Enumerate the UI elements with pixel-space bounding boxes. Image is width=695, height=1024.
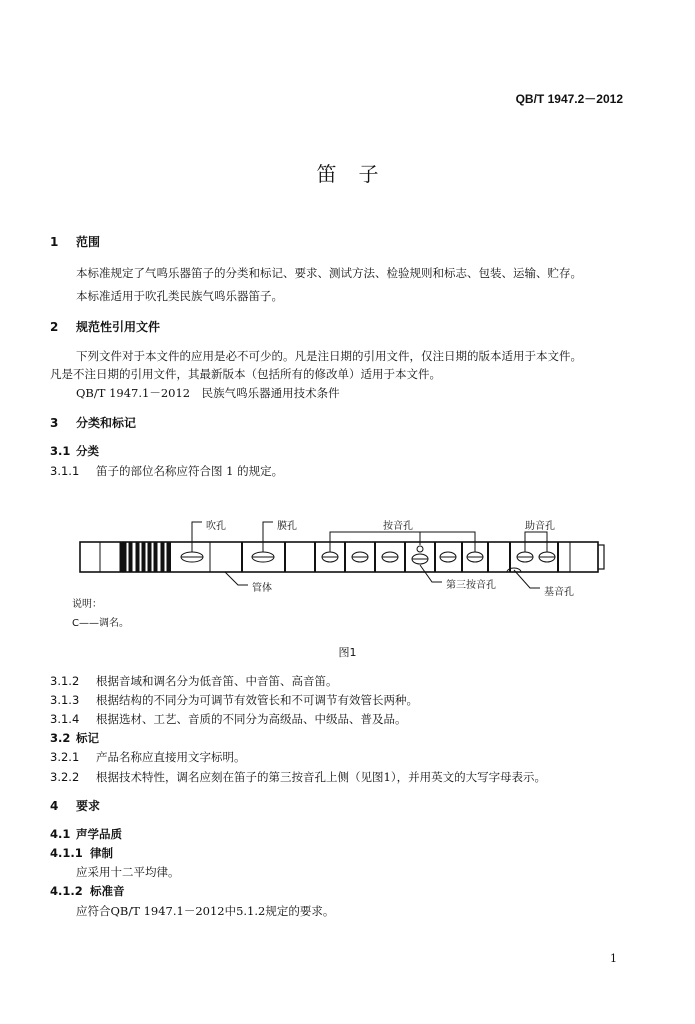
section-2-paragraph-line-1: 下列文件对于本文件的应用是必不可少的。凡是注日期的引用文件，仅注日期的版本适用于本文件。 (76, 349, 582, 363)
clause-number: 3.1.2 (50, 674, 80, 688)
clause-4-1-1-heading (50, 845, 113, 861)
section-1-paragraph-2: 本标准适用于吹孔类民族气鸣乐器笛子。 (76, 289, 283, 303)
clause-4-1-1-text: 应采用十二平均律。 (76, 865, 180, 879)
page-number: 1 (610, 952, 617, 965)
subsection-number: 3.1 (50, 444, 71, 458)
document-title: 笛子 (316, 162, 401, 186)
figure-note-title: 说明： (72, 599, 102, 610)
clause-4-1-2-text: 应符合QB/T 1947.1－2012中5.1.2规定的要求。 (76, 904, 335, 918)
normative-reference: QB/T 1947.1－2012 民族气鸣乐器通用技术条件 (76, 386, 340, 400)
clause-number: 4.1.1 (50, 846, 83, 860)
flute-diagram (70, 505, 610, 605)
clause-3-1-3 (50, 692, 418, 708)
clause-number: 3.1.4 (50, 712, 80, 726)
section-number: 2 (50, 320, 59, 334)
clause-text: 根据结构的不同分为可调节有效管长和不可调节有效管长两种。 (96, 693, 418, 707)
label-base-hole: 基音孔 (544, 587, 574, 598)
clause-4-1-2-heading (50, 883, 125, 899)
clause-title: 律制 (90, 846, 113, 860)
clause-text: 笛子的部位名称应符合图 1 的规定。 (96, 464, 284, 478)
clause-text: 根据选材、工艺、音质的不同分为高级品、中级品、普及品。 (96, 712, 407, 726)
section-1-paragraph-1: 本标准规定了气鸣乐器笛子的分类和标记、要求、测试方法、检验规则和标志、包装、运输、贮存。 (76, 266, 582, 280)
subsection-title: 分类 (76, 444, 99, 458)
section-number: 3 (50, 416, 59, 430)
section-number: 1 (50, 235, 59, 249)
clause-3-1-1 (50, 463, 283, 479)
section-title: 规范性引用文件 (76, 320, 161, 334)
label-finger-holes: 按音孔 (383, 521, 413, 532)
clause-3-1-4 (50, 711, 407, 727)
figure-note: C——调名。 (72, 618, 129, 629)
standard-number: QB/T 1947.2－2012 (515, 92, 623, 106)
subsection-4-1-heading (50, 826, 122, 842)
section-title: 分类和标记 (76, 416, 137, 430)
clause-number: 3.1.1 (50, 464, 80, 478)
flute-end-cap (598, 545, 604, 569)
section-3-heading (50, 414, 136, 431)
subsection-title: 声学品质 (76, 827, 122, 841)
clause-3-1-2 (50, 673, 338, 689)
clause-3-2-1 (50, 749, 246, 765)
clause-text: 根据技术特性，调名应刻在笛子的第三按音孔上侧（见图1），并用英文的大写字母表示。 (96, 770, 547, 784)
label-tube-body: 管体 (252, 583, 272, 594)
clause-text: 产品名称应直接用文字标明。 (96, 750, 246, 764)
subsection-3-1-heading (50, 443, 99, 459)
figure-caption: 图1 (338, 646, 357, 659)
clause-title: 标准音 (90, 884, 125, 898)
label-membrane-hole: 膜孔 (277, 521, 297, 532)
clause-number: 3.2.2 (50, 770, 80, 784)
label-third-finger-hole: 第三按音孔 (446, 580, 496, 591)
section-title: 要求 (76, 799, 101, 813)
section-1-heading (50, 233, 100, 250)
subsection-number: 4.1 (50, 827, 71, 841)
section-2-heading (50, 318, 160, 335)
clause-3-2-2 (50, 769, 546, 785)
clause-text: 根据音域和调名分为低音笛、中音笛、高音笛。 (96, 674, 338, 688)
subsection-number: 3.2 (50, 731, 71, 745)
subsection-3-2-heading (50, 730, 99, 746)
label-blow-hole: 吹孔 (206, 521, 226, 532)
label-aux-holes: 助音孔 (525, 521, 555, 532)
section-4-heading (50, 797, 100, 814)
clause-number: 3.2.1 (50, 750, 80, 764)
section-2-paragraph-line-2: 凡是不注日期的引用文件，其最新版本（包括所有的修改单）适用于本文件。 (50, 367, 441, 381)
clause-number: 4.1.2 (50, 884, 83, 898)
clause-number: 3.1.3 (50, 693, 80, 707)
section-title: 范围 (76, 235, 101, 249)
section-number: 4 (50, 799, 59, 813)
subsection-title: 标记 (76, 731, 99, 745)
